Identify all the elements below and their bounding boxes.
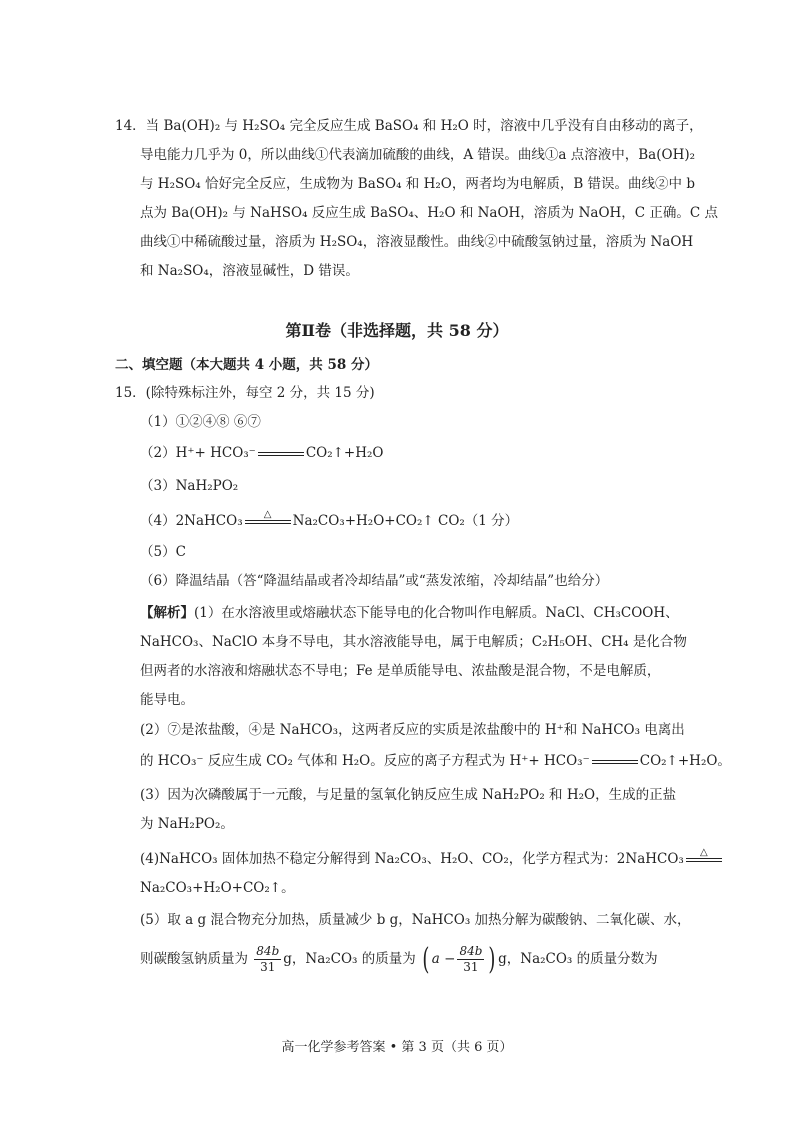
explain-2-line-2: 的 HCO₃⁻ 反应生成 CO₂ 气体和 H₂O。反应的离子方程式为 H⁺+ HCO₃⁻ CO₂↑+H₂O。 <box>140 753 731 769</box>
answer-2-reactants: （2）H⁺+ HCO₃⁻ <box>140 445 256 461</box>
equals-arrow <box>258 447 304 461</box>
section-heading: 第Ⅱ卷（非选择题，共 58 分） <box>285 321 509 340</box>
q15-answer-1: （1）①②④⑧ ⑥⑦ <box>140 414 261 430</box>
explain-3-line-2: 为 NaH₂PO₂。 <box>140 816 234 832</box>
equals-arrow <box>592 755 638 769</box>
q15-answer-6: （6）降温结晶（答“降温结晶或者冷却结晶”或“蒸发浓缩，冷却结晶”也给分） <box>140 573 609 589</box>
answer-4-reactants: （4）2NaHCO₃ <box>140 513 243 529</box>
analysis-tag: 【解析】 <box>140 605 194 621</box>
answer-4-products: Na₂CO₃+H₂O+CO₂↑ CO₂（1 分） <box>292 513 519 529</box>
q15-answer-2 <box>140 443 384 463</box>
fraction-84b-31: $\frac{84b}{31}$ <box>459 944 483 974</box>
q14-line-3: 与 H₂SO₄ 恰好完全反应，生成物为 BaSO₄ 和 H₂O，两者均为电解质，B 错误。曲线②中 b <box>140 176 695 192</box>
q14-line-4: 点为 Ba(OH)₂ 与 NaHSO₄ 反应生成 BaSO₄、H₂O 和 NaOH，溶质为 NaOH，C 正确。C 点 <box>140 205 719 221</box>
explain-1-line-4: 能导电。 <box>140 692 194 708</box>
page-footer: 高一化学参考答案 • 第 3 页（共 6 页） <box>281 1040 513 1055</box>
heat-symbol: △ <box>263 508 272 520</box>
q15-answer-4 <box>140 508 519 531</box>
explain-1-line-3: 但两者的水溶液和熔融状态不导电；Fe 是单质能导电、浓盐酸是混合物，不是电解质， <box>140 663 661 679</box>
q14-line-5: 曲线①中稀硫酸过量，溶质为 H₂SO₄，溶液显酸性。曲线②中硫酸氢钠过量，溶质为 NaOH <box>140 234 694 250</box>
part-title: 二、填空题（本大题共 4 小题，共 58 分） <box>115 357 378 373</box>
q15-header: 15．(除特殊标注外，每空 2 分，共 15 分) <box>115 385 375 401</box>
heat-equals-arrow <box>245 508 291 529</box>
heat-equals-arrow: △ <box>686 853 722 867</box>
q14-line-1: 14．当 Ba(OH)₂ 与 H₂SO₄ 完全反应生成 BaSO₄ 和 H₂O 时，溶液中几乎没有自由移动的离子， <box>115 118 703 134</box>
explain-4-line-2: Na₂CO₃+H₂O+CO₂↑。 <box>140 880 295 896</box>
q15-answer-3: （3）NaH₂PO₂ <box>140 478 239 494</box>
q15-answer-5: （5）C <box>140 544 186 560</box>
explain-2-line-1: (2）⑦是浓盐酸，④是 NaHCO₃，这两者反应的实质是浓盐酸中的 H⁺和 NaHCO₃ 电离出 <box>140 722 685 738</box>
explain-5-line-1: (5）取 a g 混合物充分加热，质量减少 b g，NaHCO₃ 加热分解为碳酸钠、二氧化碳、水， <box>140 912 691 928</box>
q14-line-2: 导电能力几乎为 0，所以曲线①代表滴加硫酸的曲线，A 错误。曲线①a 点溶液中，Ba(OH)₂ <box>140 147 696 163</box>
explain-1-line-1: 【解析】(1）在水溶液里或熔融状态下能导电的化合物叫作电解质。NaCl、CH₃COOH、 <box>140 605 679 621</box>
explain-1-line-2: NaHCO₃、NaClO 本身不导电，其水溶液能导电，属于电解质；C₂H₅OH、CH₄ 是化合物 <box>140 634 687 650</box>
answer-2-products: CO₂↑+H₂O <box>305 445 384 461</box>
explain-3-line-1: (3）因为次磷酸属于一元酸，与足量的氢氧化钠反应生成 NaH₂PO₂ 和 H₂O，生成的正盐 <box>140 787 677 803</box>
q14-line-6: 和 Na₂SO₄，溶液显碱性，D 错误。 <box>140 263 359 279</box>
explain-5-line-2: 则碳酸氢钠质量为 $\frac{84b}{31}$ g，Na₂CO₃ 的质量为 ( a − $\frac{84b}{31}$ ) g，Na₂CO₃ 的质量分数为 <box>140 941 658 977</box>
fraction-84b-31: $\frac{84b}{31}$ <box>256 944 280 974</box>
explain-4-line-1: (4)NaHCO₃ 固体加热不稳定分解得到 Na₂CO₃、H₂O、CO₂，化学方程式为：2NaHCO₃ △ <box>140 849 724 869</box>
